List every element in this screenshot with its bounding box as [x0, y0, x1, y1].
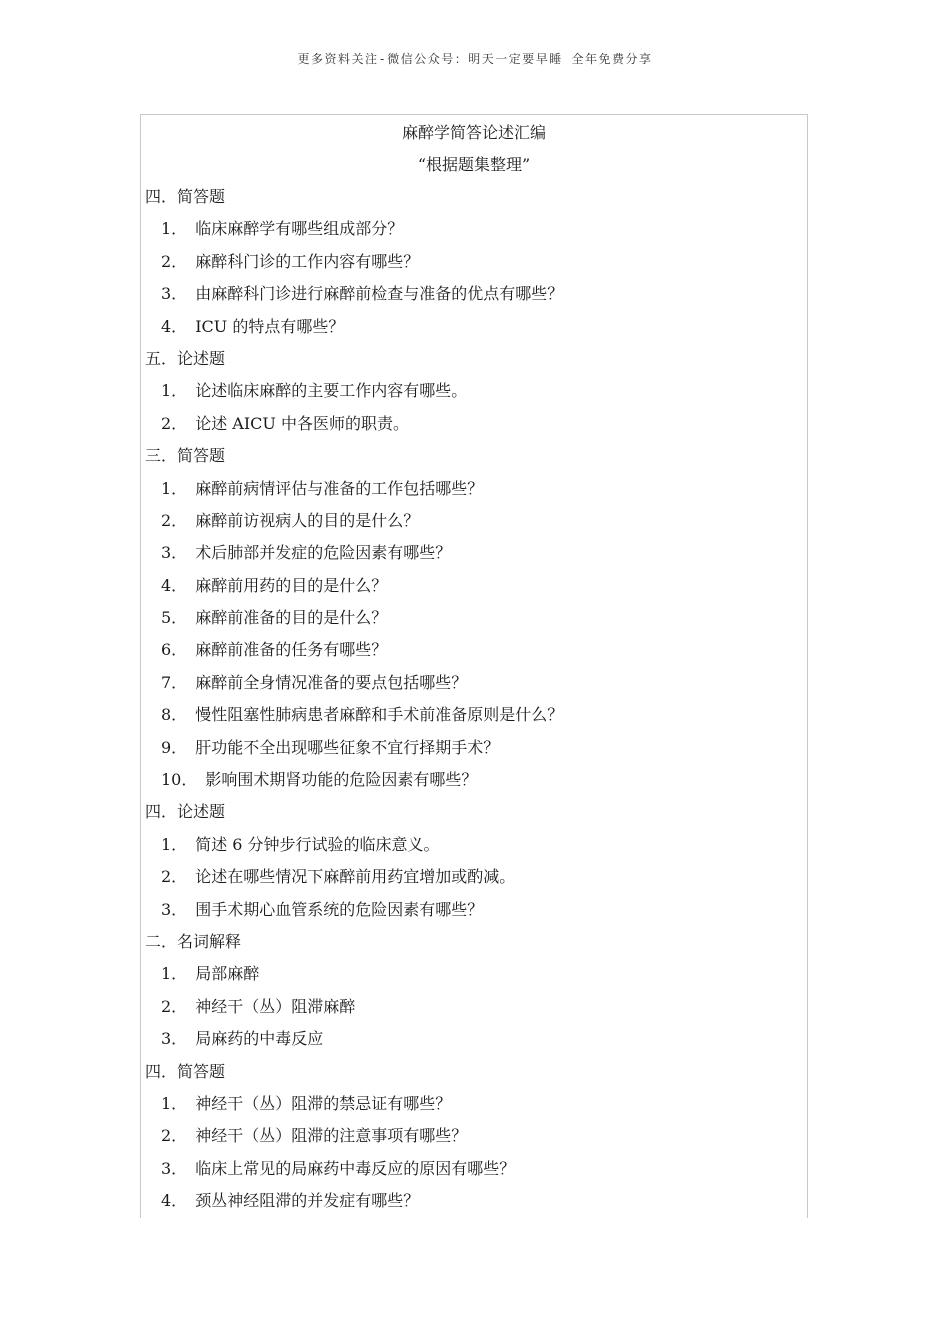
question-item [141, 667, 807, 699]
question-number: 4． [161, 1191, 188, 1211]
question-text: 简述 6 分钟步行试验的临床意义。 [195, 834, 440, 854]
question-text: 论述临床麻醉的主要工作内容有哪些。 [195, 381, 468, 401]
question-text: 论述在哪些情况下麻醉前用药宜增加或酌减。 [195, 867, 516, 887]
question-number: 3． [161, 543, 188, 563]
question-item [141, 537, 807, 569]
question-number: 10． [161, 770, 198, 790]
question-number: 4． [161, 316, 188, 336]
question-item [141, 991, 807, 1023]
question-item [141, 894, 807, 926]
question-text: 论述 AICU 中各医师的职责。 [195, 413, 409, 433]
question-text: 局部麻醉 [195, 964, 260, 984]
question-number: 8． [161, 705, 188, 725]
question-number: 1． [161, 478, 188, 498]
question-item [141, 311, 807, 343]
question-item [141, 213, 807, 245]
question-text: 麻醉前准备的目的是什么？ [195, 608, 388, 628]
question-number: 1． [161, 1093, 188, 1113]
question-item [141, 732, 807, 764]
question-text: ICU 的特点有哪些？ [195, 316, 345, 336]
question-text: 肝功能不全出现哪些征象不宜行择期手术？ [195, 737, 500, 757]
question-text: 影响围术期肾功能的危险因素有哪些？ [205, 770, 478, 790]
question-text: 神经干（丛）阻滞的注意事项有哪些？ [195, 1126, 468, 1146]
question-number: 2． [161, 413, 188, 433]
question-item [141, 829, 807, 861]
question-number: 2． [161, 867, 188, 887]
section-heading: 五．论述题 [145, 348, 226, 368]
question-text: 神经干（丛）阻滞麻醉 [195, 996, 356, 1016]
question-text: 麻醉前全身情况准备的要点包括哪些？ [195, 672, 468, 692]
question-text: 麻醉科门诊的工作内容有哪些？ [195, 251, 420, 271]
question-item [141, 375, 807, 407]
question-item [141, 602, 807, 634]
question-text: 临床上常见的局麻药中毒反应的原因有哪些？ [195, 1158, 516, 1178]
question-text: 由麻醉科门诊进行麻醉前检查与准备的优点有哪些？ [195, 284, 564, 304]
question-item [141, 699, 807, 731]
question-item [141, 1088, 807, 1120]
question-number: 3． [161, 284, 188, 304]
question-number: 1． [161, 834, 188, 854]
question-item [141, 958, 807, 990]
question-item [141, 570, 807, 602]
document-box [140, 114, 808, 1218]
question-text: 术后肺部并发症的危险因素有哪些？ [195, 543, 452, 563]
question-number: 1． [161, 964, 188, 984]
question-number: 3． [161, 899, 188, 919]
question-text: 颈丛神经阻滞的并发症有哪些？ [195, 1191, 420, 1211]
section-heading: 三．简答题 [145, 446, 226, 466]
question-text: 麻醉前访视病人的目的是什么？ [195, 510, 420, 530]
question-item [141, 408, 807, 440]
question-item [141, 505, 807, 537]
question-text: 麻醉前用药的目的是什么？ [195, 575, 388, 595]
question-number: 2． [161, 1126, 188, 1146]
question-text: 麻醉前准备的任务有哪些？ [195, 640, 388, 660]
document-subtitle: “根据题集整理” [417, 155, 531, 174]
question-text: 神经干（丛）阻滞的禁忌证有哪些？ [195, 1093, 452, 1113]
question-number: 7． [161, 672, 188, 692]
question-number: 2． [161, 996, 188, 1016]
question-number: 6． [161, 640, 188, 660]
question-number: 3． [161, 1029, 188, 1049]
section-heading: 四．论述题 [145, 802, 226, 822]
document-lines [141, 181, 807, 1218]
question-item [141, 1023, 807, 1055]
header-note: 更多资料关注-微信公众号：明天一定要早睡 全年免费分享 [297, 52, 653, 66]
question-item [141, 473, 807, 505]
question-number: 3． [161, 1158, 188, 1178]
question-number: 2． [161, 251, 188, 271]
section-heading: 四．简答题 [145, 187, 226, 206]
question-item [141, 861, 807, 893]
question-number: 9． [161, 737, 188, 757]
question-number: 5． [161, 608, 188, 628]
question-item [141, 278, 807, 310]
question-text: 围手术期心血管系统的危险因素有哪些？ [195, 899, 484, 919]
question-text: 临床麻醉学有哪些组成部分？ [195, 219, 404, 239]
question-item [141, 246, 807, 278]
section-heading: 二．名词解释 [145, 931, 242, 951]
question-number: 4． [161, 575, 188, 595]
section-heading: 四．简答题 [145, 1061, 226, 1081]
question-number: 2． [161, 510, 188, 530]
question-item [141, 1120, 807, 1152]
question-text: 局麻药的中毒反应 [195, 1029, 324, 1049]
question-number: 1． [161, 219, 188, 239]
question-text: 麻醉前病情评估与准备的工作包括哪些？ [195, 478, 484, 498]
document-title: 麻醉学简答论述汇编 [401, 123, 546, 142]
question-item [141, 1153, 807, 1185]
question-number: 1． [161, 381, 188, 401]
question-item [141, 1185, 807, 1217]
question-item [141, 764, 807, 796]
question-text: 慢性阻塞性肺病患者麻醉和手术前准备原则是什么？ [195, 705, 564, 725]
question-item [141, 634, 807, 666]
